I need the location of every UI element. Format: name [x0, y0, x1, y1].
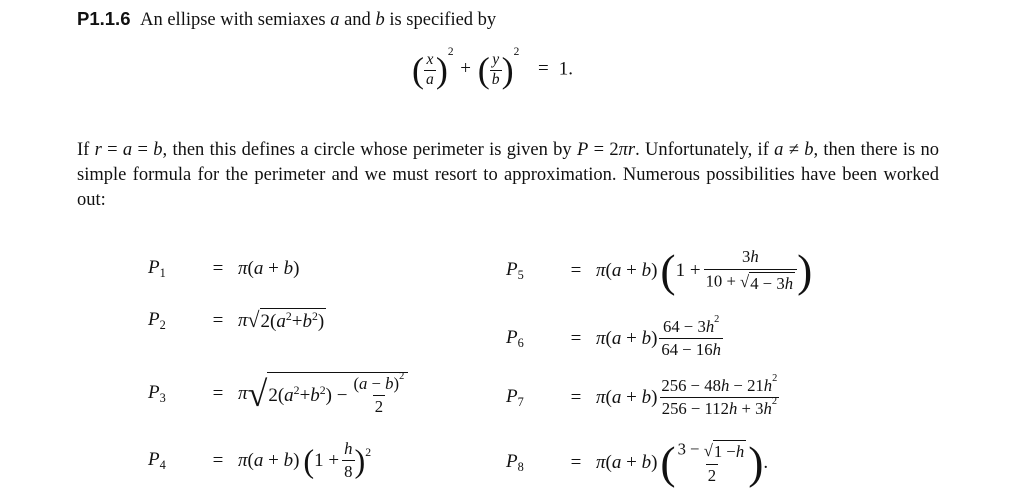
- problem-intro: An ellipse with semiaxes a and b is specified by: [140, 10, 497, 30]
- formula-p7: $P_7$ = π(a + b) $\frac{256 - 48h - 21h^2}{256 - 112h + 3h^2}$: [506, 373, 778, 419]
- problem-label: P1.1.6: [77, 8, 131, 29]
- ellipse-equation: ( $\frac{x}{a}$ )$^2$ + ( $\frac{y}{b}$ )$^2$ = 1.: [412, 46, 573, 90]
- body-paragraph: If r = a = b, then this defines a circle whose perimeter is given by P = 2πr. Unfortunately, if a ≠ b, then there is no simple formula for the perimeter and we must resort to approximation. Numerous possibilities have been worked out:: [77, 140, 940, 210]
- formula-p8: $P_8$ = π(a + b) ( 3 − √ 1 − h 2 ) .: [506, 437, 769, 488]
- formula-p4: $P_4$ = π(a + b) ( 1 + $\frac{h}{8}$ ) 2: [148, 439, 372, 482]
- formula-p6: $P_6$ = π(a + b) $\frac{64 - 3h^2}{64 - 16h}$: [506, 314, 721, 360]
- formula-p2: $P_2$ = π √ 2( a 2 + b 2 ): [148, 307, 325, 332]
- problem-statement: [77, 8, 496, 31]
- formula-p5: $P_5$ = π(a + b) ( 1 + 3h 10 + √ 4 − 3 h ): [506, 245, 813, 296]
- formula-p1: $P_1$ = π(a + b): [148, 257, 300, 280]
- formula-p3: $P_3$ = π √ 2( a 2 + b 2 ) − $\frac{(a - b)^2}{2}$: [148, 372, 408, 417]
